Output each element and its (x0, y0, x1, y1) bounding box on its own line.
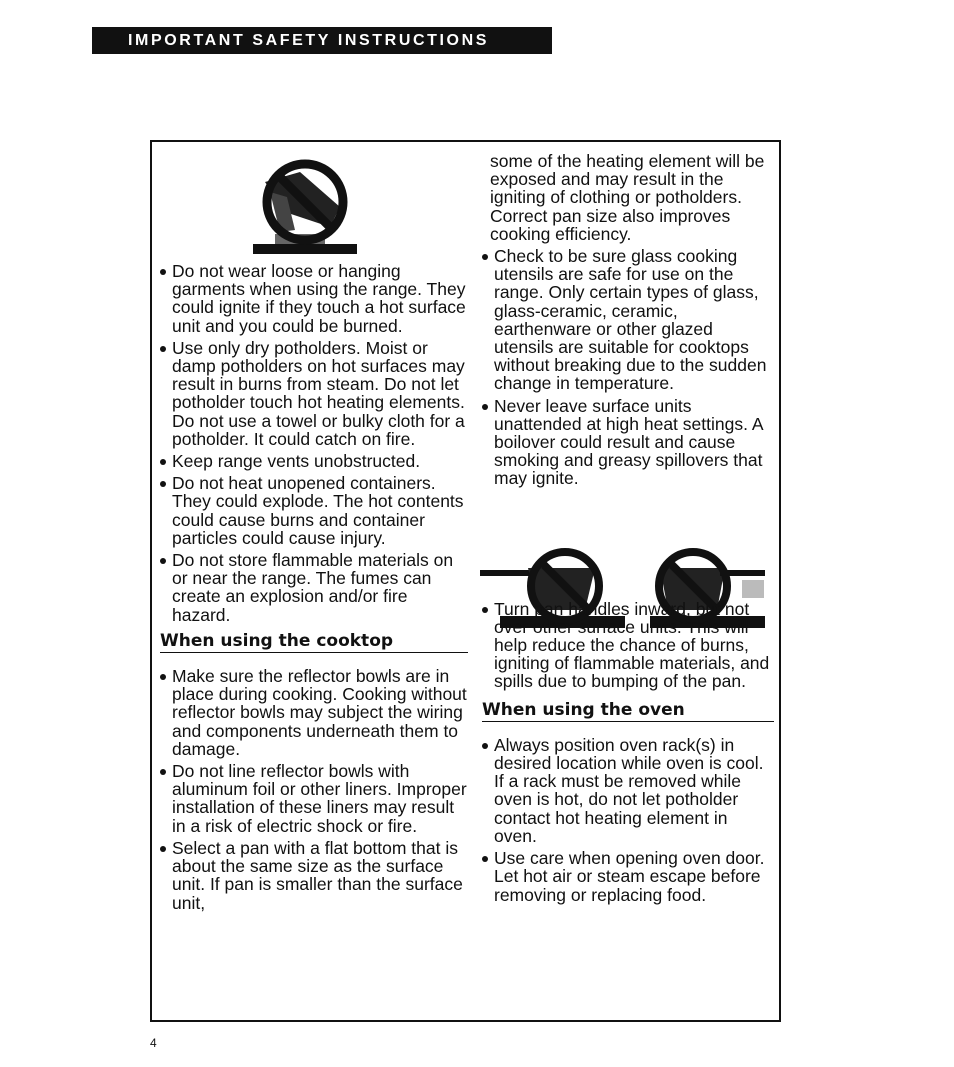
list-item: Never leave surface units unattended at high heat settings. A boilover could result and cause smoking and greasy spillovers that may ignite. (482, 397, 774, 488)
list-item: Check to be sure glass cooking utensils are safe for use on the range. Only certain types of glass, glass-ceramic, ceramic, earthenware or other glazed utensils are suitable for cooktops without breaking due to the sudden change in temperature. (482, 247, 774, 393)
list-item: Select a pan with a flat bottom that is about the same size as the surface unit. If pan is smaller than the surface unit, (160, 839, 468, 912)
list-item: Always position oven rack(s) in desired location while oven is cool. If a rack must be removed while oven is hot, do not let potholder contact hot heating element in oven. (482, 736, 774, 845)
list-item: Use only dry potholders. Moist or damp potholders on hot surfaces may result in burns from steam. Do not let potholder touch hot heating elements. Do not use a towel or bulky cloth for a potholder. It could catch on fire. (160, 339, 468, 448)
list-item: Use care when opening oven door. Let hot air or steam escape before removing or replacing food. (482, 849, 774, 904)
list-item: Do not wear loose or hanging garments when using the range. They could ignite if they touch a hot surface unit and you could be burned. (160, 262, 468, 335)
list-item: Keep range vents unobstructed. (160, 452, 468, 470)
oven-heading: When using the oven (482, 701, 774, 722)
cooktop-heading: When using the cooktop (160, 632, 468, 653)
left-column (160, 262, 468, 916)
page-number: 4 (150, 1036, 157, 1050)
list-item: Make sure the reflector bowls are in place during cooking. Cooking without reflector bowls may subject the wiring and components underneath them to damage. (160, 667, 468, 758)
list-item: Do not heat unopened containers. They could explode. The hot contents could cause burns and container particles could cause injury. (160, 474, 468, 547)
no-loose-clothing-icon (245, 152, 365, 262)
continuation-text: some of the heating element will be exposed and may result in the igniting of clothing or potholders. Correct pan size also improves cooking efficiency. (490, 151, 765, 244)
list-item: Do not line reflector bowls with aluminum foil or other liners. Improper installation of these liners may result in a risk of electric shock or fire. (160, 762, 468, 835)
list-item: Turn pan handles inward, but not over other surface units. This will help reduce the chance of burns, igniting of flammable materials, and spills due to bumping of the pan. (482, 600, 774, 691)
right-column (482, 152, 774, 908)
section-banner: IMPORTANT SAFETY INSTRUCTIONS (92, 27, 552, 54)
list-item: Do not store flammable materials on or near the range. The fumes can create an explosion and/or fire hazard. (160, 551, 468, 624)
